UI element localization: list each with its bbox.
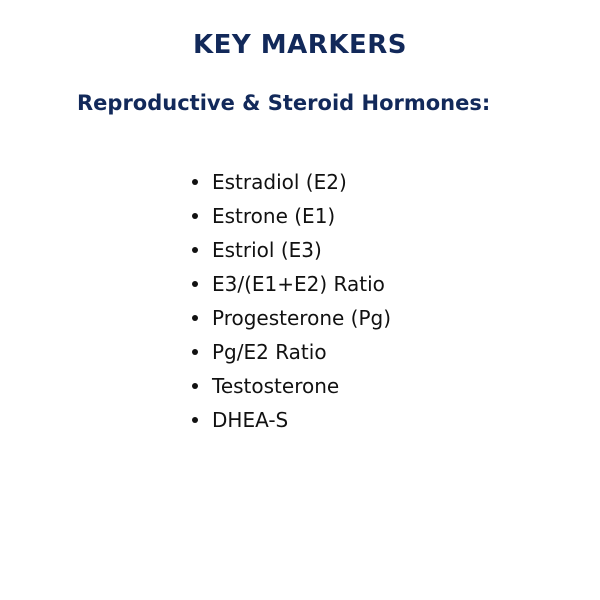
bullet-icon xyxy=(192,349,198,355)
list-item xyxy=(192,301,391,335)
list-item xyxy=(192,335,391,369)
list-item-label: Estradiol (E2) xyxy=(212,170,347,194)
list-item xyxy=(192,165,391,199)
bullet-icon xyxy=(192,281,198,287)
list-item xyxy=(192,403,391,437)
list-item xyxy=(192,267,391,301)
list-item-label: Pg/E2 Ratio xyxy=(212,340,327,364)
marker-list xyxy=(192,165,391,437)
list-item xyxy=(192,199,391,233)
list-item-label: E3/(E1+E2) Ratio xyxy=(212,272,385,296)
list-item xyxy=(192,233,391,267)
list-item-label: Estriol (E3) xyxy=(212,238,322,262)
section-heading: Reproductive & Steroid Hormones: xyxy=(77,91,491,115)
bullet-icon xyxy=(192,179,198,185)
bullet-icon xyxy=(192,213,198,219)
list-item-label: DHEA-S xyxy=(212,408,289,432)
list-item-label: Testosterone xyxy=(212,374,340,398)
list-item xyxy=(192,369,391,403)
bullet-icon xyxy=(192,247,198,253)
bullet-icon xyxy=(192,315,198,321)
bullet-icon xyxy=(192,417,198,423)
bullet-icon xyxy=(192,383,198,389)
page-title: KEY MARKERS xyxy=(193,30,407,60)
list-item-label: Estrone (E1) xyxy=(212,204,336,228)
list-item-label: Progesterone (Pg) xyxy=(212,306,392,330)
